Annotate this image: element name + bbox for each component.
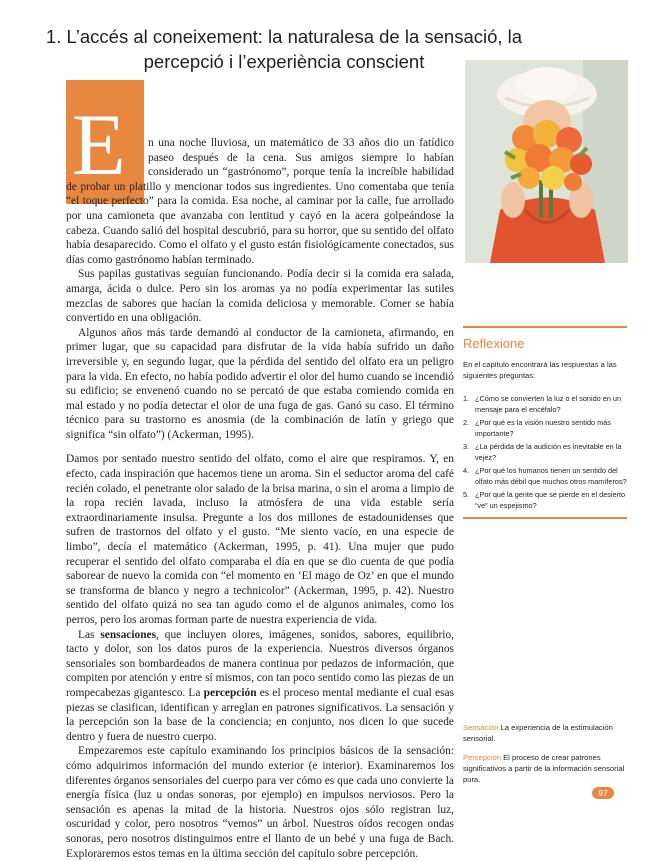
glossary-definition: La experiencia de la estimulación sensorial. <box>463 723 613 743</box>
paragraph-1-text: n una noche lluviosa, un matemático de 33 años dio un fatídico paseo después de la cena. Sus amigos siempre lo habían considerado un “gastrónomo”, porque tenía la increíble habilidad de probar un platillo y mencionar todos sus ingredientes. Uno comentaba que tenía “el toque perfecto” para la comida. Esa noche, al caminar por la calle, fue arrollado por una camioneta que avanzaba con lentitud y cayó en la acera golpeándose la cabeza. Cuando salió del hospital descubrió, para su horror, que su sentido del olfato había desaparecido. Como el olfato y el gusto están fisiológicamente conectados, sus días como gastrónomo habían terminado. <box>66 137 454 266</box>
drop-cap-spacer <box>66 136 148 178</box>
chapter-title <box>44 24 524 74</box>
photo-illustration <box>465 60 628 263</box>
paragraph-5-text-a: Las <box>78 628 101 641</box>
page-number: 97 <box>592 787 614 799</box>
question-item <box>463 441 627 463</box>
question-number: 5. <box>463 490 470 499</box>
paragraph-5 <box>66 628 454 745</box>
question-text: ¿Por qué los humanos tienen un sentido del olfato más débil que muchos otros mamíferos? <box>475 466 627 486</box>
glossary-term: Sensación <box>463 723 499 732</box>
paragraph-3: Algunos años más tarde demandó al conductor de la camioneta, afirmando, en primer lugar, que su capacidad para disfrutar de la vida había sufrido un daño irreversible y, en segundo lugar, que la pérdida del sentido del olfato era un peligro para la vida. En efecto, no había podido advertir el olor del humo cuando se incendió su edificio; se envenenó cuando no se percató de que estaba comiendo comida en mal estado y no podía detectar el olor de una fuga de gas. Ganó su caso. El término técnico para su trastorno es anosmia (de la combinación de latín y griego que significa “sin olfato”) (Ackerman, 1995). <box>66 326 454 441</box>
glossary-entry-sensacion <box>463 722 627 744</box>
glossary <box>463 722 627 793</box>
chapter-title-line-1: 1. L’accés al coneixement: la naturalesa de la sensació, la <box>45 26 523 47</box>
paragraph-2: Sus papilas gustativas seguían funcionando. Podía decir si la comida era salada, amarga, ácida o dulce. Pero sin los aromas ya no podía experimentar las sutiles mezclas de sabores que hacían la comida deliciosa y memorable. Comer se había convertido en una obligación. <box>66 268 454 325</box>
question-item <box>463 465 627 487</box>
main-text <box>66 136 454 861</box>
chapter-title-line-2: percepció i l’experiència conscient <box>143 51 425 72</box>
question-item <box>463 393 627 415</box>
glossary-definition: El proceso de crear patrones significativos a partir de la información sensorial pura. <box>463 753 625 784</box>
glossary-term: Percepción <box>463 753 501 762</box>
paragraph-5-text-c: es el proceso mental mediante el cual esas piezas se clasifican, identifican y arreglan en patrones significativos. La sensación y la percepción son la base de la conciencia; en conjunto, nos dicen lo que sucede dentro y fuera de nuestro cuerpo. <box>66 686 454 743</box>
question-number: 3. <box>463 442 470 451</box>
question-text: ¿Por qué es la visión nuestro sentido más importante? <box>475 418 611 438</box>
question-text: ¿Por qué la gente que se pierde en el desierto “ve” un espejismo? <box>475 490 626 510</box>
reflexione-intro: En el capítulo encontrará las respuestas a las siguientes preguntas: <box>463 360 617 380</box>
reflexione-questions <box>463 393 627 511</box>
question-number: 1. <box>463 394 470 403</box>
reflexione-heading: Reflexione <box>463 336 525 351</box>
paragraph-5-text-b: , que incluyen olores, imágenes, sonidos, sabores, equilibrio, tacto y dolor, son los datos puros de la experiencia. Nuestros diversos órganos sensoriales son bombardeados de manera continua por pedazos de información, que compiten por atención y entre sí mismos, con tan poco sentido como las piezas de un rompecabezas gigantesco. La <box>66 628 454 699</box>
reflexione-box <box>463 326 627 519</box>
paragraph-1 <box>66 136 454 267</box>
drop-cap-letter: E <box>72 97 126 194</box>
question-text: ¿Cómo se convierten la luz o el sonido en un mensaje para el encéfalo? <box>475 394 622 414</box>
glossary-entry-percepcion <box>463 752 627 785</box>
question-number: 2. <box>463 418 470 427</box>
question-number: 4. <box>463 466 470 475</box>
key-term-sensaciones: sensaciones <box>100 628 157 641</box>
question-item <box>463 489 627 511</box>
reflexione-top-rule <box>463 326 627 328</box>
question-item <box>463 417 627 439</box>
paragraph-6: Empezaremos este capítulo examinando los principios básicos de la sensación: cómo adquirimos información del mundo exterior (e interior). Examinaremos los diferentes órganos sensoriales del cuerpo para ver cómo es que cada uno convierte la energía física (luz u ondas sonoras, por ejemplo) en impulsos nerviosos. Pero la sensación es apenas la mitad de la historia. Nuestros ojos sólo registran luz, oscuridad y color, pero nosotros “vemos” un árbol. Nuestros oídos recogen ondas sonoras, pero nosotros distinguimos entre el llanto de un bebé y una fuga de Bach. Exploraremos estos temas en la última sección del capítulo sobre percepción. <box>66 745 454 860</box>
paragraph-4: Damos por sentado nuestro sentido del olfato, como el aire que respiramos. Y, en efecto, cada inspiración que hacemos tiene un aroma. Sin el seductor aroma del café recién colado, el penetrante olor salado de la brisa marina, o sin el aroma a limpio de la ropa recién lavada, incluso la atmósfera de una vida estable sería extraordinariamente insulsa. Pregunte a los dos millones de estadounidenses que sufren de trastornos del olfato y el gusto. “Me siento vacío, en una especie de limbo”, decía el matemático (Ackerman, 1995, p. 41). Una mujer que pudo recuperar el sentido del olfato comparaba el día en que se dio cuenta de que podía saborear de nuevo la comida con “el momento en ‘El mago de Oz’ en que el mundo se transforma de blanco y negro a technicolor” (Ackerman, 1995, p. 42). Nuestro sentido del olfato quizá no sea tan agudo como el de algunos animales, como los perros, pero los aromas forman parte de nuestra experiencia de vida. <box>66 453 454 626</box>
question-text: ¿La pérdida de la audición es inevitable en la vejez? <box>475 442 622 462</box>
woman-with-flowers-photo <box>465 60 628 263</box>
key-term-percepcion: percepción <box>203 686 257 699</box>
reflexione-bottom-rule <box>463 517 627 519</box>
